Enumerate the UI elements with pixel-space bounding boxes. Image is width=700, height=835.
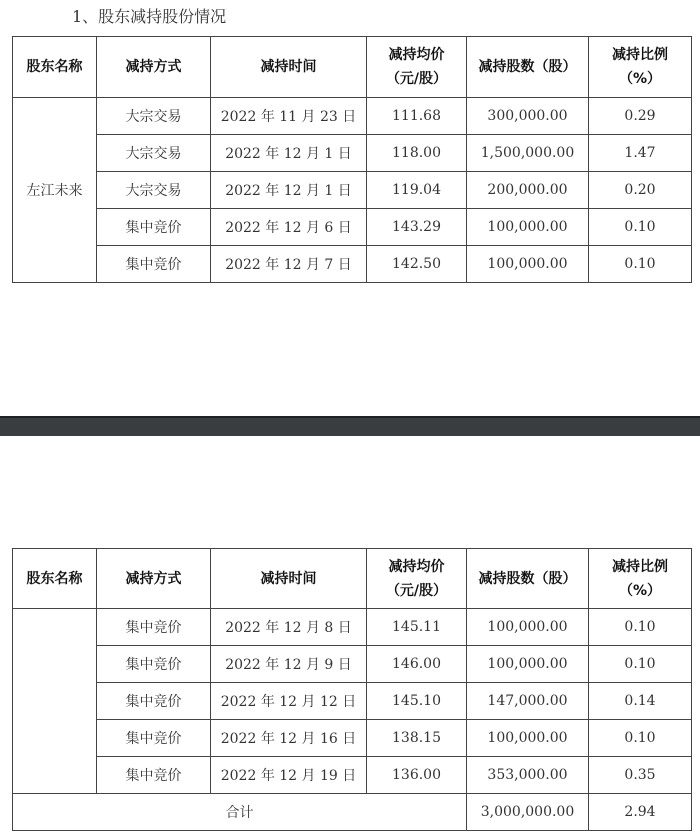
- header-time: 减持时间: [211, 549, 367, 609]
- time-cell: 2022 年 12 月 12 日: [211, 683, 367, 720]
- time-cell: 2022 年 12 月 7 日: [211, 246, 367, 283]
- table-row: [13, 98, 692, 135]
- total-row: [13, 794, 692, 831]
- header-ratio-line1: 减持比例: [612, 558, 668, 575]
- ratio-cell: 0.14: [589, 683, 692, 720]
- ratio-cell: 0.20: [589, 172, 692, 209]
- price-cell: 145.11: [367, 609, 467, 646]
- header-ratio-line2: （%）: [618, 582, 662, 599]
- header-method: 减持方式: [97, 549, 211, 609]
- time-cell: 2022 年 12 月 1 日: [211, 172, 367, 209]
- shares-cell: 300,000.00: [467, 98, 589, 135]
- header-holder: 股东名称: [13, 549, 97, 609]
- table-row: [13, 609, 692, 646]
- time-cell: 2022 年 12 月 1 日: [211, 135, 367, 172]
- section-title: 1、股东减持股份情况: [72, 7, 227, 26]
- header-holder: 股东名称: [13, 37, 97, 98]
- holder-cell: 左江未来: [13, 98, 97, 283]
- table-row: [13, 246, 692, 283]
- method-cell: 集中竞价: [97, 609, 211, 646]
- ratio-cell: 0.10: [589, 609, 692, 646]
- table-row: [13, 720, 692, 757]
- shares-cell: 100,000.00: [467, 209, 589, 246]
- table-row: [13, 646, 692, 683]
- ratio-cell: 0.10: [589, 246, 692, 283]
- table-row: [13, 135, 692, 172]
- price-cell: 145.10: [367, 683, 467, 720]
- method-cell: 集中竞价: [97, 246, 211, 283]
- price-cell: 146.00: [367, 646, 467, 683]
- table-row: [13, 683, 692, 720]
- shares-cell: 100,000.00: [467, 609, 589, 646]
- page-break-divider: [0, 418, 700, 436]
- header-ratio-line1: 减持比例: [612, 47, 668, 63]
- price-cell: 142.50: [367, 246, 467, 283]
- price-cell: 111.68: [367, 98, 467, 135]
- method-cell: 大宗交易: [97, 98, 211, 135]
- table-header-row: [13, 549, 692, 609]
- shares-cell: 147,000.00: [467, 683, 589, 720]
- shares-cell: 1,500,000.00: [467, 135, 589, 172]
- ratio-cell: 0.10: [589, 720, 692, 757]
- price-cell: 143.29: [367, 209, 467, 246]
- header-price: [367, 549, 467, 609]
- time-cell: 2022 年 12 月 6 日: [211, 209, 367, 246]
- method-cell: 集中竞价: [97, 720, 211, 757]
- header-ratio-line2: （%）: [618, 71, 662, 87]
- method-cell: 大宗交易: [97, 135, 211, 172]
- time-cell: 2022 年 12 月 8 日: [211, 609, 367, 646]
- price-cell: 119.04: [367, 172, 467, 209]
- shares-cell: 200,000.00: [467, 172, 589, 209]
- total-label: 合计: [13, 794, 467, 831]
- header-price-line2: （元/股）: [385, 582, 448, 599]
- holder-cell: [13, 609, 97, 794]
- header-price: [367, 37, 467, 98]
- shares-cell: 100,000.00: [467, 720, 589, 757]
- reduction-table-1: [12, 36, 692, 283]
- ratio-cell: 1.47: [589, 135, 692, 172]
- header-ratio: [589, 549, 692, 609]
- time-cell: 2022 年 12 月 9 日: [211, 646, 367, 683]
- method-cell: 大宗交易: [97, 172, 211, 209]
- shares-cell: 100,000.00: [467, 246, 589, 283]
- header-shares: 减持股数（股）: [467, 37, 589, 98]
- shares-cell: 353,000.00: [467, 757, 589, 794]
- total-shares: 3,000,000.00: [467, 794, 589, 831]
- table-row: [13, 209, 692, 246]
- header-method: 减持方式: [97, 37, 211, 98]
- time-cell: 2022 年 12 月 16 日: [211, 720, 367, 757]
- header-price-line2: （元/股）: [385, 71, 448, 87]
- header-shares: 减持股数（股）: [467, 549, 589, 609]
- header-ratio: [589, 37, 692, 98]
- ratio-cell: 0.10: [589, 646, 692, 683]
- shares-cell: 100,000.00: [467, 646, 589, 683]
- method-cell: 集中竞价: [97, 683, 211, 720]
- ratio-cell: 0.35: [589, 757, 692, 794]
- table-header-row: [13, 37, 692, 98]
- ratio-cell: 0.29: [589, 98, 692, 135]
- ratio-cell: 0.10: [589, 209, 692, 246]
- price-cell: 118.00: [367, 135, 467, 172]
- header-price-line1: 减持均价: [388, 558, 445, 575]
- total-ratio: 2.94: [589, 794, 692, 831]
- method-cell: 集中竞价: [97, 757, 211, 794]
- method-cell: 集中竞价: [97, 209, 211, 246]
- price-cell: 136.00: [367, 757, 467, 794]
- table-row: [13, 757, 692, 794]
- reduction-table-2: [12, 548, 692, 831]
- time-cell: 2022 年 12 月 19 日: [211, 757, 367, 794]
- table-row: [13, 172, 692, 209]
- header-time: 减持时间: [211, 37, 367, 98]
- header-price-line1: 减持均价: [388, 47, 445, 63]
- method-cell: 集中竞价: [97, 646, 211, 683]
- price-cell: 138.15: [367, 720, 467, 757]
- time-cell: 2022 年 11 月 23 日: [211, 98, 367, 135]
